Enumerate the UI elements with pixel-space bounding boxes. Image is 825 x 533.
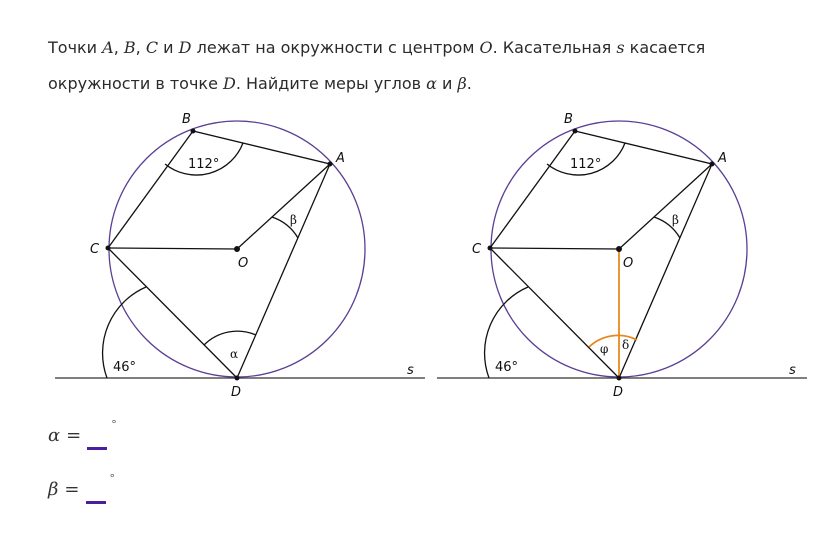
label-B: B — [182, 112, 191, 127]
label-D: D — [613, 385, 624, 400]
label-O: O — [623, 256, 634, 271]
degree-sign: ° — [109, 472, 115, 485]
answer-row-alpha — [48, 418, 117, 479]
point-A-dot — [328, 162, 333, 167]
point-B-dot — [573, 129, 578, 134]
figure-left — [50, 100, 430, 400]
point-O-dot — [616, 246, 622, 252]
alpha-answer-input[interactable] — [87, 427, 107, 450]
alpha-label: α — [230, 347, 239, 361]
answer-var-alpha: α — [48, 425, 61, 446]
angle-tangent-label: 46° — [495, 360, 519, 375]
angle-tangent-label: 46° — [113, 360, 137, 375]
point-C-dot — [488, 246, 493, 251]
label-D: D — [231, 385, 242, 400]
beta-answer-input[interactable] — [86, 481, 106, 504]
math-tangent-s: s — [616, 38, 625, 57]
degree-sign: ° — [111, 418, 117, 431]
arc-phi-delta — [589, 335, 637, 347]
label-O: O — [238, 256, 249, 271]
point-A-dot — [710, 162, 715, 167]
point-B-dot — [191, 129, 196, 134]
label-C: C — [90, 242, 100, 257]
segment-CD — [490, 248, 619, 378]
segment-CO — [108, 248, 237, 249]
beta-label: β — [672, 213, 679, 227]
figure-right — [432, 100, 812, 400]
segment-OA — [237, 164, 330, 249]
label-B: B — [564, 112, 573, 127]
problem-statement: Точки A, B, C и D лежат на окружности с центром O. Касательная s касается окружности в точке D. Найдите меры углов α и β. — [48, 38, 706, 93]
point-O-dot — [234, 246, 240, 252]
label-s: s — [407, 363, 414, 378]
point-D-dot — [235, 376, 240, 381]
label-A: A — [336, 151, 345, 166]
math-point-D-2: D — [223, 74, 236, 93]
math-point-A: A — [102, 38, 114, 57]
math-point-C: C — [145, 38, 159, 57]
equals-sign: = — [66, 425, 82, 446]
point-D-dot — [617, 376, 622, 381]
point-C-dot — [106, 246, 111, 251]
answers — [48, 418, 117, 533]
segment-CD — [108, 248, 237, 378]
phi-label: φ — [600, 342, 609, 356]
answer-var-beta: β — [48, 479, 59, 500]
math-beta: β — [457, 74, 467, 93]
equals-sign: = — [64, 479, 80, 500]
segment-CO — [490, 248, 619, 249]
answer-row-beta — [48, 472, 117, 533]
label-C: C — [472, 242, 482, 257]
math-alpha: α — [426, 74, 437, 93]
segment-OA — [619, 164, 712, 249]
delta-label: δ — [622, 338, 630, 352]
label-A: A — [718, 151, 727, 166]
beta-label: β — [290, 213, 297, 227]
angle-B-label: 112° — [188, 157, 220, 172]
math-point-B: B — [123, 38, 136, 57]
math-point-D: D — [178, 38, 192, 57]
label-s: s — [789, 363, 796, 378]
math-center-O: O — [479, 38, 493, 57]
arc-alpha — [204, 331, 256, 345]
angle-B-label: 112° — [570, 157, 602, 172]
